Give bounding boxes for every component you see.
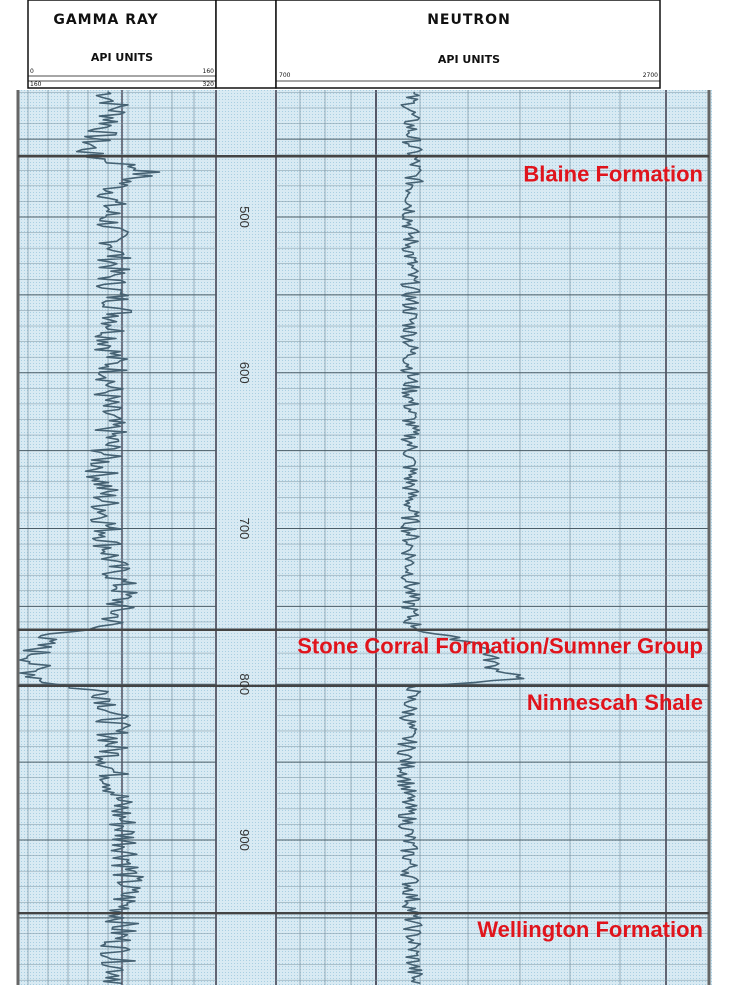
log-header — [28, 0, 660, 88]
plot-area — [18, 90, 712, 985]
neutron-title: NEUTRON — [427, 12, 511, 28]
depth-label: 500 — [237, 206, 252, 228]
gamma-scale-bottom-right: 320 — [202, 81, 214, 88]
formation-label: Ninnescah Shale — [526, 689, 703, 715]
gamma-units: API UNITS — [90, 51, 154, 64]
gamma-scale-top-right: 160 — [202, 68, 214, 75]
gamma-ray-title: GAMMA RAY — [53, 12, 159, 28]
depth-label: 800 — [237, 673, 252, 696]
depth-header-box — [216, 0, 276, 88]
formation-label: Blaine Formation — [523, 161, 703, 187]
formation-label: Wellington Formation — [477, 917, 703, 943]
gamma-scale-top-left: 0 — [30, 68, 34, 75]
formation-label: Stone Corral Formation/Sumner Group — [297, 633, 703, 659]
neutron-scale-left: 700 — [279, 72, 291, 79]
depth-label: 700 — [237, 517, 252, 540]
neutron-scale-right: 2700 — [642, 72, 658, 79]
depth-label: 600 — [237, 361, 252, 384]
gamma-scale-bottom-left: 160 — [30, 81, 42, 88]
depth-label: 900 — [237, 829, 252, 851]
neutron-units: API UNITS — [437, 53, 501, 66]
